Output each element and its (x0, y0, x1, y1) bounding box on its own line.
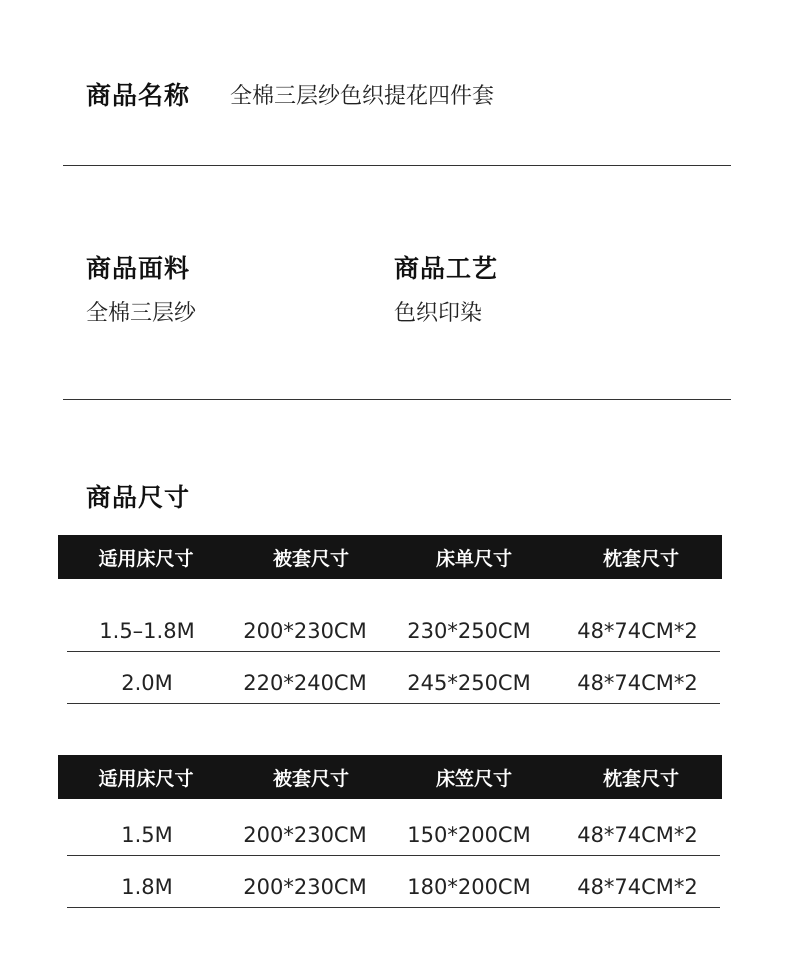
size-section-title: 商品尺寸 (86, 483, 191, 512)
table-row (67, 815, 720, 856)
fabric-label: 商品面料 (86, 254, 191, 283)
table-header (58, 535, 722, 579)
craft-value: 色织印染 (394, 301, 483, 326)
cell-bed-size: 1.5–1.8M (99, 619, 195, 643)
cell-sheet-size: 230*250CM (407, 619, 531, 643)
header-fitted-sheet-size: 床笠尺寸 (435, 767, 512, 790)
header-pillowcase-size: 枕套尺寸 (602, 767, 679, 790)
table-row (67, 663, 720, 704)
size-table-1 (58, 535, 722, 705)
cell-bed-size: 2.0M (121, 671, 173, 695)
product-name-value: 全棉三层纱色织提花四件套 (230, 84, 495, 109)
header-bed-size: 适用床尺寸 (98, 547, 194, 570)
header-sheet-size: 床单尺寸 (435, 547, 512, 570)
header-duvet-size: 被套尺寸 (272, 767, 349, 790)
cell-fitted-sheet-size: 180*200CM (407, 875, 531, 899)
cell-pillowcase-size: 48*74CM*2 (577, 619, 698, 643)
cell-pillowcase-size: 48*74CM*2 (577, 671, 698, 695)
cell-sheet-size: 245*250CM (407, 671, 531, 695)
cell-duvet-size: 200*230CM (243, 619, 367, 643)
table-row (67, 611, 720, 652)
table-row (67, 867, 720, 908)
size-table-2 (58, 755, 722, 915)
cell-pillowcase-size: 48*74CM*2 (577, 823, 698, 847)
cell-bed-size: 1.5M (121, 823, 173, 847)
product-name-label: 商品名称 (86, 81, 191, 110)
header-pillowcase-size: 枕套尺寸 (602, 547, 679, 570)
header-bed-size: 适用床尺寸 (98, 767, 194, 790)
cell-duvet-size: 200*230CM (243, 823, 367, 847)
divider (63, 399, 731, 400)
header-duvet-size: 被套尺寸 (272, 547, 349, 570)
divider (63, 165, 731, 166)
table-header (58, 755, 722, 799)
cell-pillowcase-size: 48*74CM*2 (577, 875, 698, 899)
cell-bed-size: 1.8M (121, 875, 173, 899)
cell-duvet-size: 200*230CM (243, 875, 367, 899)
fabric-value: 全棉三层纱 (86, 301, 197, 326)
cell-duvet-size: 220*240CM (243, 671, 367, 695)
craft-label: 商品工艺 (394, 254, 499, 283)
cell-fitted-sheet-size: 150*200CM (407, 823, 531, 847)
